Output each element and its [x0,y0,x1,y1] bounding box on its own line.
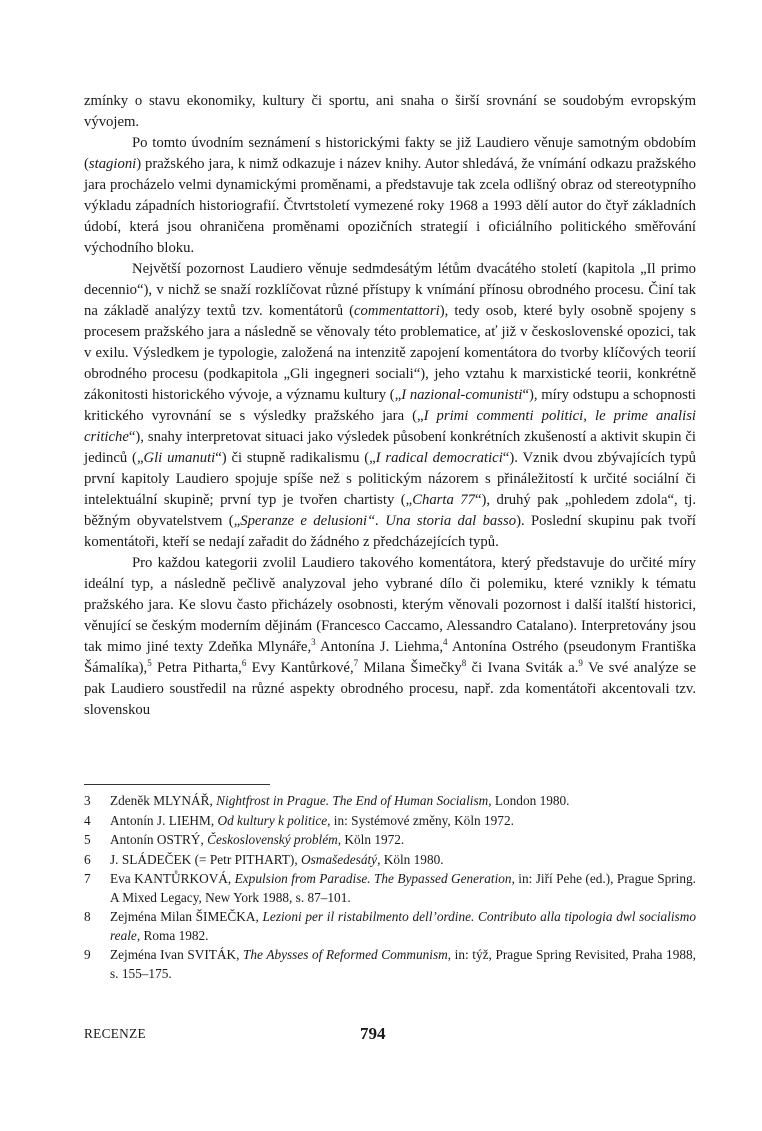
text-run: ) pražského jara, k nimž odkazuje i název knihy. Autor shledává, že vnímání odkazu pražského jara procházelo velmi dynamickými proměnami, a představuje tak zcela odlišný obraz od stereotypního výkladu západních historiografií. Čtvrtstoletí vymezené roky 1968 a 1993 dělí autor do čtyř základních údobí, která jsou ohraničena proměnami opozičních strategií i oficiálního politického směřování východního bloku. [84,156,696,256]
text-run: Po tomto úvodním seznámení s historickými fakty se již Laudiero věnuje samotným obdobím ( [84,135,696,172]
italic-term: Charta 77 [412,492,475,508]
footnote-text: Eva KANTŮRKOVÁ, Expulsion from Paradise. The Bypassed Generation, in: Jiří Pehe (ed.), Prague Spring. A Mixed Legacy, New York 1988, s. 87–101. [110,871,696,905]
footnote-number: 8 [84,909,91,924]
footnote-number: 6 [84,851,91,867]
page-number: 794 [360,1024,386,1043]
footnote [84,812,696,831]
running-footer-section: RECENZE [84,1026,146,1041]
footnote-text: Antonín OSTRÝ, Československý problém, Köln 1972. [110,832,405,847]
footnote-text: Antonín J. LIEHM, Od kultury k politice, in: Systémové změny, Köln 1972. [110,812,514,828]
footnote-number: 4 [84,812,91,828]
text-run: “). Vznik dvou zbývajících typů první kapitoly Laudiero spojuje spíše než s politickým názorem s přináležitostí k určité sociální či intelektuální skupině; první typ je tvořen chartisty („ [84,450,696,508]
italic-term: I primi commenti politici, le prime analisi critiche [84,408,696,445]
footnote [84,870,696,907]
footnote [84,831,696,850]
italic-term: commentattori [354,303,440,319]
text-run: Pro každou kategorii zvolil Laudiero takového komentátora, který představuje do určité míry ideální typ, a následně pečlivě analyzoval jeho vybrané dílo či polemiku, které vznikly k tématu pražského jara. Ke slovu často přicházely osobnosti, kterým věnovali pozornost i další italští historici, věnující se českým moderním dějinám (Francesco Caccamo, Alessandro Catalano). Interpretovány jsou tak mimo jiné texty Zdeňka Mlynáře, [84,555,696,655]
footnote-ref-5[interactable]: 5 [147,658,152,669]
footnote-ref-4[interactable]: 4 [443,637,448,648]
footnote-text: Zdeněk MLYNÁŘ, Nightfrost in Prague. The End of Human Socialism, London 1980. [110,793,570,808]
text-run: Milana Šimečky [358,660,462,676]
article-body [84,91,696,721]
text-run: “) či stupně radikalismu („ [215,450,376,466]
footnote-ref-8[interactable]: 8 [461,658,467,669]
footnote-number: 7 [84,871,91,886]
footnote [84,851,696,870]
text-run: Evy Kantůrkové, [246,660,354,676]
footnote-text: Zejména Milan ŠIMEČKA, Lezioni per il ristabilmento dell’ordine. Contributo alla tipologia dwl socialismo reale, Roma 1982. [110,909,696,943]
footnote-number: 3 [84,793,91,808]
footnote [84,908,696,945]
footnote [84,946,696,983]
footnote-ref-6[interactable]: 6 [241,658,247,669]
footnote-number: 9 [84,947,91,962]
footnote-text: J. SLÁDEČEK (= Petr PITHART), Osmašedesátý, Köln 1980. [110,851,444,867]
text-run: ). Poslední skupinu pak tvoří komentátoři, kteří se nedají zařadit do žádného z předcházejících typů. [84,513,696,550]
italic-term: Gli umanuti [143,450,216,466]
footnote [84,792,696,811]
footnote-ref-7[interactable]: 7 [353,658,359,669]
footnote-ref-9[interactable]: 9 [578,658,583,669]
text-run: “), snahy interpretovat situaci jako výsledek působení konkrétních zkušeností a aktivit skupin či jedinců („ [84,429,696,466]
italic-term: Speranze e delusioni“. Una storia dal basso [240,513,517,529]
text-run: “), druhý pak „pohledem zdola“, tj. běžným obyvatelstvem („ [84,492,696,529]
paragraph-2 [84,133,696,259]
italic-term: I nazional-comunisti [401,387,523,403]
footnote-number: 5 [84,832,91,847]
text-run: Ve své analýze se pak Laudiero soustředil na různé aspekty obrodného procesu, např. zda komentátoři akcentovali tzv. slovenskou [84,660,696,718]
footnote-ref-3[interactable]: 3 [311,637,316,648]
paragraph-1 [84,91,696,133]
text-run: Petra Pitharta, [151,660,242,676]
italic-term: stagioni [88,156,137,172]
footnote-text: Zejména Ivan SVITÁK, The Abysses of Reformed Communism, in: týž, Prague Spring Revisited, Praha 1988, s. 155–175. [110,947,696,981]
footnote-divider [84,784,270,785]
italic-term: I radical democratici [375,450,503,466]
text-run: Antonína Ostrého (pseudonym Františka Šámalíka), [84,639,696,676]
text-run: “), míry odstupu a schopnosti kritického vyrovnání se s výsledky pražského jara („ [84,387,696,424]
text-run: zmínky o stavu ekonomiky, kultury či sportu, ani snaha o širší srovnání se soudobým evropským vývojem. [84,93,696,130]
text-run: Antonína J. Liehma, [315,639,444,655]
paragraph-3 [84,259,696,553]
footnotes [84,792,696,984]
paragraph-4 [84,553,696,721]
text-run: Největší pozornost Laudiero věnuje sedmdesátým létům dvacátého století (kapitola „Il primo decennio“), v nichž se snaží rozklíčovat různé přístupy k vnímání přínosu obrodného procesu. Činí tak na základě analýzy textů tzv. komentátorů ( [84,261,696,319]
text-run: ), tedy osob, které byly osobně spojeny s procesem pražského jara a následně se věnovaly této problematice, ať již v československé opozici, tak v exilu. Výsledkem je typologie, založená na intenzitě zapojení komentátora do tvorby klíčových teorií obrodného procesu (podkapitola „Gli ingegneri sociali“), jeho vztahu k marxistické teorii, konkrétně zákonitosti historického vývoje, a významu kultury („ [84,303,696,403]
text-run: či Ivana Sviták a. [466,660,579,676]
